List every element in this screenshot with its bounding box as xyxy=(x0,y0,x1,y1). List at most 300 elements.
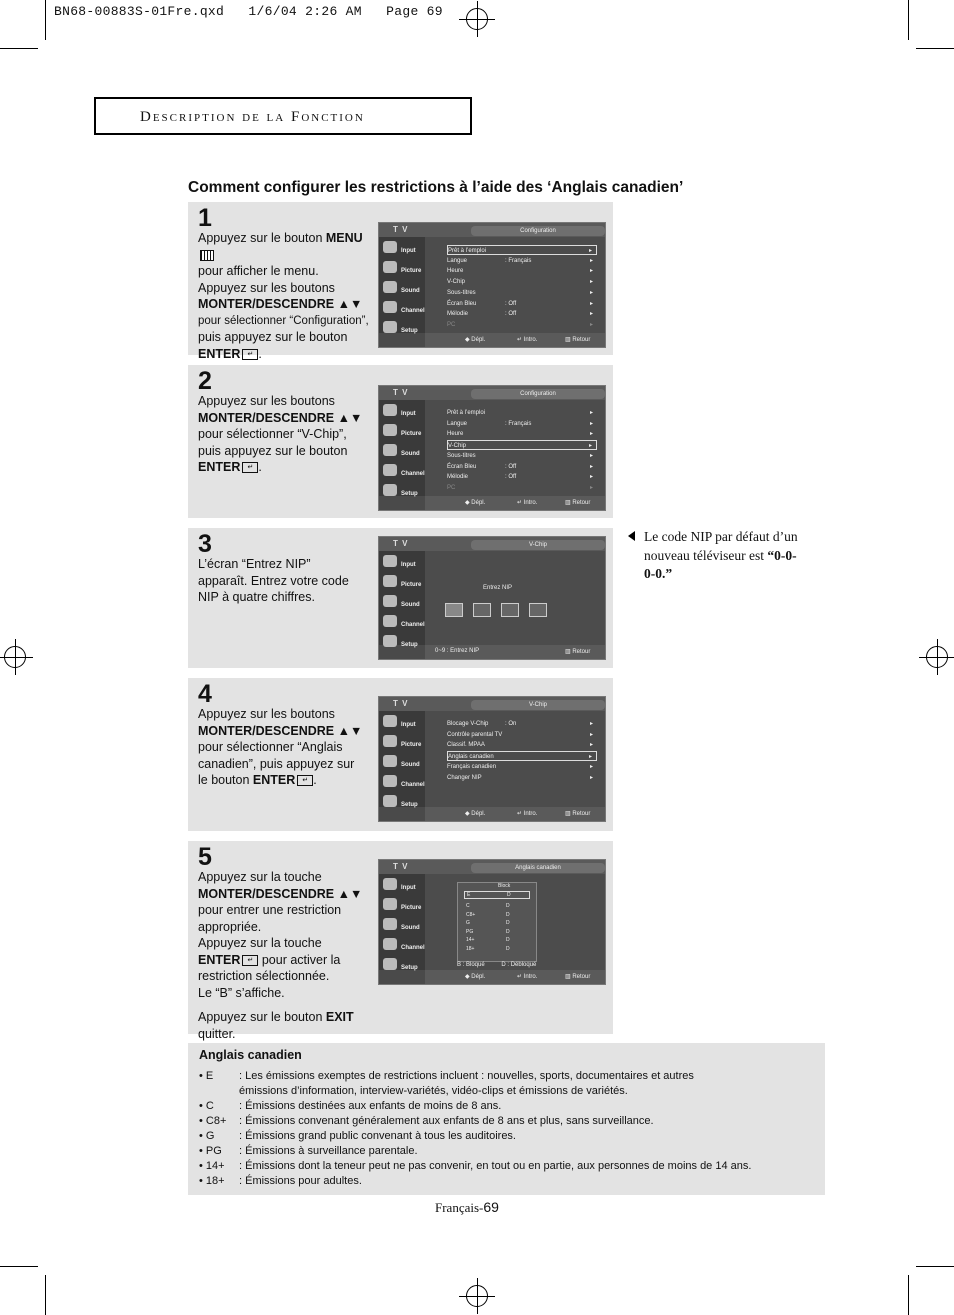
instruction-line xyxy=(198,706,378,723)
tv-menu-item[interactable] xyxy=(447,762,597,772)
rating-description: : Émissions à surveillance parentale. xyxy=(239,1145,418,1157)
instruction-line xyxy=(198,443,378,460)
tv-hint: ▥ Retour xyxy=(565,337,591,343)
tv-item-label: Blocage V-Chip xyxy=(447,721,489,727)
rating-code: E xyxy=(467,892,471,898)
tv-sidebar xyxy=(379,874,425,970)
rating-code: • E xyxy=(199,1070,214,1082)
input-icon xyxy=(383,404,397,416)
tv-side-item-sound[interactable] xyxy=(381,442,423,460)
step-instructions xyxy=(198,869,378,1042)
tv-item-label: Heure xyxy=(447,431,464,438)
enter-icon: ↵ xyxy=(242,349,258,360)
tv-hint: ▥ Retour xyxy=(565,811,591,817)
exit-instruction xyxy=(198,1009,378,1042)
tv-item-label: Français canadien xyxy=(447,763,497,770)
tv-item-label: PC xyxy=(447,484,456,491)
step-5 xyxy=(188,841,613,1041)
tv-item-label: Anglais canadien xyxy=(448,754,494,761)
instruction-line xyxy=(198,426,378,443)
sound-icon xyxy=(383,444,397,456)
tv-side-label: Setup xyxy=(401,965,418,971)
step-2 xyxy=(188,365,613,518)
info-title: Anglais canadien xyxy=(199,1048,302,1062)
tv-side-label: Input xyxy=(401,248,416,254)
instruction-text: Appuyez sur la touche xyxy=(198,870,322,884)
instruction-line xyxy=(198,410,378,427)
tv-hint: ◆ Dépl. xyxy=(465,974,486,980)
rating-panel xyxy=(457,882,537,962)
button-name: MONTER/DESCENDRE ▲▼ xyxy=(198,410,363,425)
tv-item-label: Mélodie xyxy=(447,311,469,318)
tv-menu-body xyxy=(425,874,605,970)
tv-label: T V xyxy=(393,225,409,234)
nip-digit-box[interactable] xyxy=(501,603,519,617)
rating-code: • PG xyxy=(199,1145,222,1157)
tv-menu-item[interactable] xyxy=(447,266,597,276)
instruction-text: pour afficher le menu. xyxy=(198,264,319,278)
tv-screen xyxy=(378,385,606,511)
crop-mark xyxy=(916,48,954,49)
tv-label: T V xyxy=(393,699,409,708)
tv-item-label: Heure xyxy=(447,268,464,275)
tv-item-label: Prêt à l’emploi xyxy=(448,248,487,254)
instruction-text: restriction sélectionnée. xyxy=(198,969,330,983)
tv-side-label: Picture xyxy=(401,742,422,748)
rating-description: : Émissions destinées aux enfants de moins de 8 ans. xyxy=(239,1100,502,1112)
tv-side-label: Channel xyxy=(401,945,425,951)
tv-menu-item[interactable] xyxy=(447,419,597,429)
channel-icon xyxy=(383,775,397,787)
tv-menu-item[interactable] xyxy=(447,288,597,298)
tv-side-item-sound[interactable] xyxy=(381,279,423,297)
step-instructions xyxy=(198,230,378,362)
tv-side-label: Channel xyxy=(401,782,425,788)
menu-icon xyxy=(200,250,214,261)
sound-icon xyxy=(383,281,397,293)
setup-icon xyxy=(383,321,397,333)
tv-item-value: : Off xyxy=(505,311,517,318)
tv-hint: ◆ Dépl. xyxy=(465,500,486,506)
instruction-text: L’écran “Entrez NIP” xyxy=(198,557,311,571)
arrow-right-icon: ▸ xyxy=(588,443,592,450)
tv-side-item-input[interactable] xyxy=(381,553,423,571)
enter-icon: ↵ xyxy=(242,955,258,966)
arrow-right-icon: ▸ xyxy=(589,742,593,749)
step-1 xyxy=(188,202,613,361)
instruction-line xyxy=(198,968,378,985)
tv-side-item-setup[interactable] xyxy=(381,793,423,811)
tv-label: T V xyxy=(393,862,409,871)
default-pin: “0-0-0-0.” xyxy=(644,547,797,581)
tv-side-item-input[interactable] xyxy=(381,876,423,894)
step-number: 5 xyxy=(198,843,212,871)
picture-icon xyxy=(383,424,397,436)
rating-code: C xyxy=(466,903,470,909)
instruction-line xyxy=(198,723,378,740)
tv-hint: 0~9 : Entrez NIP xyxy=(435,648,480,654)
tv-side-label: Channel xyxy=(401,622,425,628)
tv-side-item-input[interactable] xyxy=(381,402,423,420)
tv-side-label: Picture xyxy=(401,905,422,911)
tv-item-value: : On xyxy=(505,721,517,727)
tv-side-item-channel[interactable] xyxy=(381,299,423,317)
instruction-text: apparaît. Entrez votre code xyxy=(198,573,349,588)
tv-side-item-channel[interactable] xyxy=(381,773,423,791)
registration-mark xyxy=(466,1285,488,1307)
rating-code: • 18+ xyxy=(199,1175,225,1187)
tv-side-item-picture[interactable] xyxy=(381,733,423,751)
tv-menu-item[interactable] xyxy=(447,440,597,450)
arrow-right-icon: ▸ xyxy=(589,410,593,416)
tv-bottom-bar xyxy=(425,333,605,347)
button-name: ENTER xyxy=(198,346,241,361)
tv-item-value: : Français xyxy=(505,420,532,427)
tv-side-item-sound[interactable] xyxy=(381,916,423,934)
tv-item-label: V-Chip xyxy=(447,279,466,286)
instruction-text: . xyxy=(258,460,262,474)
tv-menu-item[interactable] xyxy=(447,277,597,287)
step-3 xyxy=(188,528,613,668)
instruction-text: le bouton xyxy=(198,773,253,787)
tv-side-item-setup[interactable] xyxy=(381,482,423,500)
instruction-line xyxy=(198,313,378,330)
rating-description: : Les émissions exemptes de restrictions incluent : nouvelles, sports, documentaires et autres xyxy=(239,1070,694,1082)
input-icon xyxy=(383,241,397,253)
tv-menu-item[interactable] xyxy=(447,472,597,482)
tv-menu-item[interactable] xyxy=(447,245,597,255)
crop-mark xyxy=(908,0,909,40)
tv-screen xyxy=(378,859,606,985)
tv-hint: ↵ Intro. xyxy=(517,811,538,817)
tv-screen xyxy=(378,222,606,348)
arrow-right-icon: ▸ xyxy=(589,452,593,459)
instruction-text: Appuyez sur les boutons xyxy=(198,394,335,408)
tv-sidebar xyxy=(379,237,425,333)
instruction-line xyxy=(198,952,378,969)
arrow-right-icon: ▸ xyxy=(589,774,593,781)
tv-item-value: : Off xyxy=(505,474,517,481)
crop-mark xyxy=(908,1275,909,1315)
tv-side-label: Channel xyxy=(401,471,425,477)
arrow-right-icon: ▸ xyxy=(589,763,593,770)
print-header: BN68-00883S-01Fre.qxd 1/6/04 2:26 AM Page 69 xyxy=(54,4,443,19)
tv-item-label: Sous-titres xyxy=(447,289,476,296)
rating-row[interactable] xyxy=(464,937,530,945)
tv-menu-item[interactable] xyxy=(447,751,597,761)
tv-item-value: : Off xyxy=(505,300,517,307)
tv-hint: ↵ Intro. xyxy=(517,500,538,506)
arrow-right-icon: ▸ xyxy=(589,721,593,727)
tv-menu-item[interactable] xyxy=(447,429,597,439)
tv-item-label: PC xyxy=(447,321,456,328)
tv-menu-body xyxy=(425,400,605,496)
button-name: ENTER xyxy=(198,952,241,967)
setup-icon xyxy=(383,635,397,647)
tv-side-item-channel[interactable] xyxy=(381,613,423,631)
tv-item-label: Écran Bleu xyxy=(447,463,477,470)
rating-value: D xyxy=(506,937,510,943)
tv-bottom-bar xyxy=(425,807,605,821)
instruction-line xyxy=(198,985,378,1002)
arrow-right-icon: ▸ xyxy=(589,311,593,318)
button-name: MONTER/DESCENDRE ▲▼ xyxy=(198,723,363,738)
instruction-text: Appuyez sur le bouton xyxy=(198,231,326,245)
button-name: MENU xyxy=(325,231,363,245)
tv-menu-item[interactable] xyxy=(447,740,597,750)
setup-icon xyxy=(383,795,397,807)
rating-row[interactable] xyxy=(464,912,530,920)
step-number: 4 xyxy=(198,680,212,708)
tv-side-label: Sound xyxy=(401,762,420,768)
instruction-text: pour sélectionner “Configuration”, xyxy=(198,314,369,327)
step-number: 1 xyxy=(198,204,212,232)
rating-code: G xyxy=(466,920,470,926)
rating-row[interactable] xyxy=(464,920,530,928)
tv-menu-item[interactable] xyxy=(447,320,597,330)
instruction-line xyxy=(198,589,378,606)
tv-item-label: Écran Bleu xyxy=(447,300,477,307)
instruction-line xyxy=(198,393,378,410)
crop-mark xyxy=(916,1266,954,1267)
tv-hint: ↵ Intro. xyxy=(517,337,538,343)
rating-code: 14+ xyxy=(466,937,475,943)
tv-side-item-picture[interactable] xyxy=(381,422,423,440)
step-instructions xyxy=(198,706,378,789)
registration-mark xyxy=(466,8,488,30)
instruction-line xyxy=(198,772,378,789)
picture-icon xyxy=(383,898,397,910)
instruction-text: Appuyez sur la touche xyxy=(198,936,322,950)
button-name: MONTER/DESCENDRE ▲▼ xyxy=(198,886,363,901)
tv-screen xyxy=(378,536,606,660)
sound-icon xyxy=(383,918,397,930)
rating-row[interactable] xyxy=(464,946,530,954)
enter-icon: ↵ xyxy=(297,775,313,786)
tv-side-item-picture[interactable] xyxy=(381,573,423,591)
tv-menu-body xyxy=(425,237,605,333)
tv-item-label: Sous-titres xyxy=(447,452,476,459)
input-icon xyxy=(383,878,397,890)
tv-topbar xyxy=(379,223,605,237)
instruction-line xyxy=(198,869,378,886)
nip-digit-box[interactable] xyxy=(445,603,463,617)
tv-menu-item[interactable] xyxy=(447,408,597,418)
tv-side-item-setup[interactable] xyxy=(381,956,423,974)
tv-sidebar xyxy=(379,711,425,807)
instruction-line xyxy=(198,573,378,590)
tv-topbar xyxy=(379,537,605,551)
block-header: Block xyxy=(498,883,511,889)
tv-side-item-input[interactable] xyxy=(381,239,423,257)
tv-side-label: Input xyxy=(401,885,416,891)
tv-side-label: Channel xyxy=(401,308,425,314)
main-heading: Comment configurer les restrictions à l’aide des ‘Anglais canadien’ xyxy=(188,179,684,196)
arrow-right-icon: ▸ xyxy=(589,431,593,438)
arrow-right-icon: ▸ xyxy=(589,731,593,738)
tv-side-label: Setup xyxy=(401,802,418,808)
arrow-right-icon: ▸ xyxy=(588,754,592,761)
instruction-text: appropriée. xyxy=(198,919,262,934)
footer-lang: Français- xyxy=(435,1200,484,1215)
arrow-right-icon: ▸ xyxy=(589,321,593,328)
step-number: 3 xyxy=(198,530,212,558)
tv-menu-body xyxy=(425,551,605,645)
tv-item-label: Langue xyxy=(447,257,468,264)
rating-code: • C xyxy=(199,1100,214,1112)
instruction-text: canadien”, puis appuyez sur xyxy=(198,756,355,771)
tv-menu-item[interactable] xyxy=(447,719,597,729)
step-instructions xyxy=(198,393,378,476)
instruction-line xyxy=(198,935,378,952)
instruction-text: NIP à quatre chiffres. xyxy=(198,590,315,604)
tv-item-value: : Français xyxy=(505,257,532,264)
tv-bottom-bar xyxy=(425,496,605,510)
arrow-right-icon: ▸ xyxy=(589,279,593,286)
rating-code: • C8+ xyxy=(199,1115,227,1127)
tv-side-label: Setup xyxy=(401,642,418,648)
picture-icon xyxy=(383,261,397,273)
instruction-text: quitter. xyxy=(198,1026,236,1041)
tv-side-label: Picture xyxy=(401,268,422,274)
arrow-right-icon: ▸ xyxy=(589,484,593,491)
arrow-right-icon: ▸ xyxy=(589,474,593,481)
tv-screen xyxy=(378,696,606,822)
rating-description: émissions d’information, interview-variétés, vidéo-clips et émissions de variétés. xyxy=(239,1085,628,1097)
channel-icon xyxy=(383,464,397,476)
rating-code: C8+ xyxy=(466,911,476,918)
button-name: ENTER xyxy=(198,460,241,474)
tv-side-item-input[interactable] xyxy=(381,713,423,731)
tv-item-label: Classif. MPAA xyxy=(447,742,485,749)
tv-sidebar xyxy=(379,400,425,496)
tv-side-item-channel[interactable] xyxy=(381,462,423,480)
tv-menu-item[interactable] xyxy=(447,462,597,472)
instruction-text: . xyxy=(313,773,317,787)
rating-code: PG xyxy=(466,928,474,935)
rating-value: D xyxy=(506,911,510,918)
picture-icon xyxy=(383,735,397,747)
tv-topbar xyxy=(379,386,605,400)
channel-icon xyxy=(383,938,397,950)
tv-side-item-sound[interactable] xyxy=(381,593,423,611)
tv-side-label: Picture xyxy=(401,431,422,437)
tv-side-item-channel[interactable] xyxy=(381,936,423,954)
tv-side-label: Setup xyxy=(401,491,418,497)
picture-icon xyxy=(383,575,397,587)
instruction-text: puis appuyez sur le bouton xyxy=(198,330,348,344)
rating-row[interactable] xyxy=(464,903,530,911)
side-note xyxy=(628,528,798,584)
tv-side-item-picture[interactable] xyxy=(381,259,423,277)
instruction-text: Appuyez sur les boutons xyxy=(198,280,335,295)
tv-menu-item[interactable] xyxy=(447,483,597,493)
tv-side-item-picture[interactable] xyxy=(381,896,423,914)
tv-menu-item[interactable] xyxy=(447,451,597,461)
instruction-text: . xyxy=(258,346,262,361)
channel-icon xyxy=(383,615,397,627)
arrow-right-icon: ▸ xyxy=(589,268,593,275)
rating-description: : Émissions convenant généralement aux enfants de 8 ans et plus, sans surveillance. xyxy=(239,1115,654,1127)
input-icon xyxy=(383,555,397,567)
setup-icon xyxy=(383,958,397,970)
instruction-line xyxy=(198,886,378,903)
tv-side-item-setup[interactable] xyxy=(381,633,423,651)
pointer-left-icon xyxy=(628,531,635,541)
tv-menu-title: Anglais canadien xyxy=(471,863,605,873)
button-name: MONTER/DESCENDRE ▲▼ xyxy=(198,297,363,311)
registration-mark xyxy=(926,646,948,668)
tv-side-label: Input xyxy=(401,562,416,568)
rating-value: D xyxy=(506,945,510,952)
instruction-line xyxy=(198,230,378,263)
tv-label: T V xyxy=(393,388,409,397)
tv-side-label: Input xyxy=(401,722,416,728)
button-name: EXIT xyxy=(325,1010,354,1024)
instruction-line xyxy=(198,919,378,936)
channel-icon xyxy=(383,301,397,313)
tv-menu-item[interactable] xyxy=(447,309,597,319)
sound-icon xyxy=(383,595,397,607)
arrow-right-icon: ▸ xyxy=(589,257,593,264)
crop-mark xyxy=(45,1275,46,1315)
nip-digit-box[interactable] xyxy=(473,603,491,617)
instruction-line xyxy=(198,902,378,919)
rating-row[interactable] xyxy=(464,891,530,899)
rating-legend: B : Bloqué D : Débloqué xyxy=(457,962,537,968)
button-name: ENTER xyxy=(252,773,296,787)
tv-bottom-bar xyxy=(425,645,605,659)
instruction-line xyxy=(198,756,378,773)
instruction-text: pour sélectionner “V-Chip”, xyxy=(198,427,347,441)
tv-item-value: : Off xyxy=(505,463,517,470)
section-title: Description de la Fonction xyxy=(94,97,472,135)
tv-menu-item[interactable] xyxy=(447,730,597,740)
tv-menu-title: V-Chip xyxy=(471,540,605,550)
tv-item-label: Changer NIP xyxy=(447,774,482,781)
crop-mark xyxy=(0,1266,38,1267)
tv-menu-title: Configuration xyxy=(471,389,605,399)
tv-menu-item[interactable] xyxy=(447,299,597,309)
instruction-line xyxy=(198,296,378,313)
rating-description: : Émissions dont la teneur peut ne pas convenir, en tout ou en partie, aux personnes de moins de 14 ans. xyxy=(239,1160,752,1172)
arrow-right-icon: ▸ xyxy=(588,248,592,254)
arrow-right-icon: ▸ xyxy=(589,300,593,307)
tv-side-item-setup[interactable] xyxy=(381,319,423,337)
sound-icon xyxy=(383,755,397,767)
rating-row[interactable] xyxy=(464,929,530,937)
step-number: 2 xyxy=(198,367,212,395)
tv-side-label: Sound xyxy=(401,451,420,457)
tv-item-label: Prêt à l’emploi xyxy=(447,410,486,416)
input-icon xyxy=(383,715,397,727)
arrow-right-icon: ▸ xyxy=(589,289,593,296)
tv-side-label: Picture xyxy=(401,582,422,588)
tv-side-item-sound[interactable] xyxy=(381,753,423,771)
tv-menu-body xyxy=(425,711,605,807)
rating-code: 18+ xyxy=(466,945,475,952)
arrow-right-icon: ▸ xyxy=(589,420,593,427)
tv-menu-item[interactable] xyxy=(447,773,597,783)
instruction-text: Le “B” s’affiche. xyxy=(198,985,285,1000)
tv-side-label: Input xyxy=(401,411,416,417)
tv-menu-title: V-Chip xyxy=(471,700,605,710)
rating-code: • 14+ xyxy=(199,1160,225,1172)
nip-digit-box[interactable] xyxy=(529,603,547,617)
tv-menu-item[interactable] xyxy=(447,256,597,266)
page-footer xyxy=(435,1199,499,1216)
enter-icon: ↵ xyxy=(242,462,258,473)
